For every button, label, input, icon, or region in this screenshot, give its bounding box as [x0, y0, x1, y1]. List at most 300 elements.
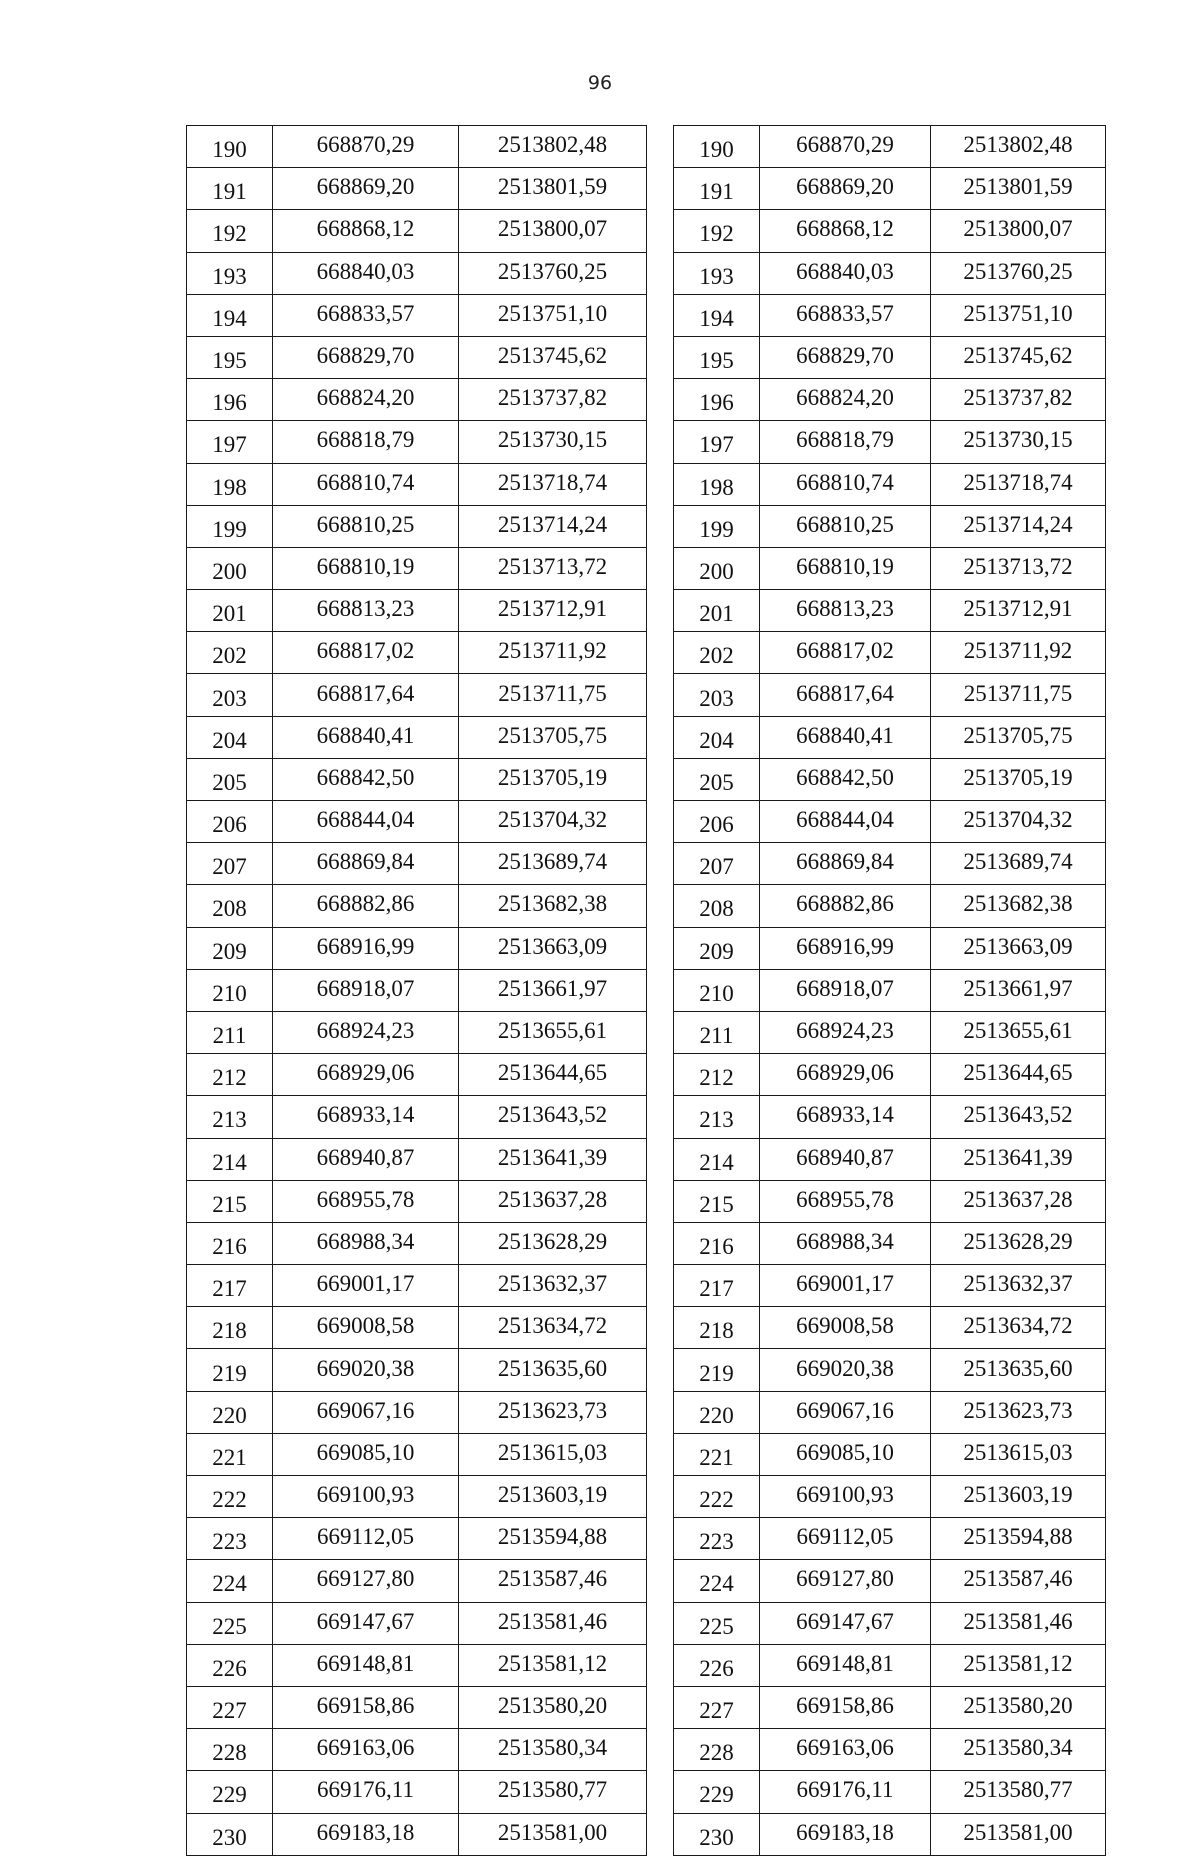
table-row	[187, 632, 647, 674]
table-row	[187, 590, 647, 632]
x-coordinate-cell: 669183,18	[273, 1813, 459, 1855]
x-coordinate-cell: 668868,12	[273, 210, 459, 252]
point-number-cell: 201	[674, 590, 760, 632]
y-coordinate-cell: 2513635,60	[459, 1349, 647, 1391]
table-row	[187, 1391, 647, 1433]
point-number-cell: 198	[674, 463, 760, 505]
point-number-cell: 204	[674, 716, 760, 758]
x-coordinate-cell: 669085,10	[760, 1433, 931, 1475]
x-coordinate-cell: 668810,25	[273, 505, 459, 547]
y-coordinate-cell: 2513644,65	[931, 1054, 1106, 1096]
x-coordinate-cell: 668882,86	[273, 885, 459, 927]
y-coordinate-cell: 2513655,61	[931, 1011, 1106, 1053]
x-coordinate-cell: 668833,57	[760, 294, 931, 336]
table-row	[187, 1054, 647, 1096]
point-number-cell: 196	[187, 379, 273, 421]
table-row	[187, 801, 647, 843]
x-coordinate-cell: 668933,14	[273, 1096, 459, 1138]
y-coordinate-cell: 2513711,92	[459, 632, 647, 674]
x-coordinate-cell: 668824,20	[273, 379, 459, 421]
table-row	[187, 1265, 647, 1307]
table-row	[187, 1138, 647, 1180]
point-number-cell: 224	[187, 1560, 273, 1602]
point-number-cell: 216	[187, 1222, 273, 1264]
table-row	[187, 885, 647, 927]
x-coordinate-cell: 668813,23	[760, 590, 931, 632]
x-coordinate-cell: 668817,64	[760, 674, 931, 716]
point-number-cell: 200	[674, 547, 760, 589]
point-number-cell: 197	[674, 421, 760, 463]
y-coordinate-cell: 2513760,25	[931, 252, 1106, 294]
y-coordinate-cell: 2513655,61	[459, 1011, 647, 1053]
table-row	[674, 1560, 1106, 1602]
x-coordinate-cell: 668869,20	[760, 168, 931, 210]
x-coordinate-cell: 669158,86	[273, 1686, 459, 1728]
table-row	[187, 716, 647, 758]
x-coordinate-cell: 668810,25	[760, 505, 931, 547]
point-number-cell: 210	[674, 969, 760, 1011]
y-coordinate-cell: 2513632,37	[931, 1265, 1106, 1307]
table-body	[187, 126, 647, 1856]
table-row	[187, 1644, 647, 1686]
y-coordinate-cell: 2513711,92	[931, 632, 1106, 674]
y-coordinate-cell: 2513714,24	[931, 505, 1106, 547]
y-coordinate-cell: 2513632,37	[459, 1265, 647, 1307]
y-coordinate-cell: 2513615,03	[931, 1433, 1106, 1475]
table-row	[674, 1518, 1106, 1560]
point-number-cell: 225	[674, 1602, 760, 1644]
point-number-cell: 218	[187, 1307, 273, 1349]
point-number-cell: 207	[674, 843, 760, 885]
x-coordinate-cell: 668817,02	[273, 632, 459, 674]
y-coordinate-cell: 2513580,34	[931, 1729, 1106, 1771]
table-row	[674, 1222, 1106, 1264]
table-row	[187, 1560, 647, 1602]
point-number-cell: 194	[187, 294, 273, 336]
table-row	[674, 168, 1106, 210]
point-number-cell: 196	[674, 379, 760, 421]
table-row	[674, 674, 1106, 716]
table-row	[674, 1729, 1106, 1771]
x-coordinate-cell: 669100,93	[760, 1476, 931, 1518]
table-row	[674, 547, 1106, 589]
table-row	[674, 1644, 1106, 1686]
y-coordinate-cell: 2513801,59	[459, 168, 647, 210]
y-coordinate-cell: 2513718,74	[931, 463, 1106, 505]
y-coordinate-cell: 2513663,09	[459, 927, 647, 969]
y-coordinate-cell: 2513712,91	[931, 590, 1106, 632]
x-coordinate-cell: 668869,20	[273, 168, 459, 210]
table-row	[674, 252, 1106, 294]
table-row	[187, 1433, 647, 1475]
point-number-cell: 192	[674, 210, 760, 252]
table-row	[674, 126, 1106, 168]
y-coordinate-cell: 2513718,74	[459, 463, 647, 505]
point-number-cell: 207	[187, 843, 273, 885]
point-number-cell: 210	[187, 969, 273, 1011]
x-coordinate-cell: 668940,87	[760, 1138, 931, 1180]
point-number-cell: 199	[674, 505, 760, 547]
y-coordinate-cell: 2513661,97	[459, 969, 647, 1011]
table-row	[187, 210, 647, 252]
y-coordinate-cell: 2513603,19	[459, 1476, 647, 1518]
point-number-cell: 228	[674, 1729, 760, 1771]
y-coordinate-cell: 2513581,00	[931, 1813, 1106, 1855]
point-number-cell: 208	[187, 885, 273, 927]
point-number-cell: 195	[674, 336, 760, 378]
y-coordinate-cell: 2513603,19	[931, 1476, 1106, 1518]
y-coordinate-cell: 2513802,48	[931, 126, 1106, 168]
table-row	[674, 1391, 1106, 1433]
y-coordinate-cell: 2513580,77	[459, 1771, 647, 1813]
x-coordinate-cell: 669147,67	[273, 1602, 459, 1644]
x-coordinate-cell: 668840,41	[760, 716, 931, 758]
x-coordinate-cell: 669067,16	[273, 1391, 459, 1433]
y-coordinate-cell: 2513705,75	[931, 716, 1106, 758]
point-number-cell: 212	[674, 1054, 760, 1096]
table-row	[187, 294, 647, 336]
point-number-cell: 225	[187, 1602, 273, 1644]
x-coordinate-cell: 668829,70	[273, 336, 459, 378]
y-coordinate-cell: 2513760,25	[459, 252, 647, 294]
point-number-cell: 191	[674, 168, 760, 210]
x-coordinate-cell: 669112,05	[760, 1518, 931, 1560]
table-row	[187, 969, 647, 1011]
point-number-cell: 209	[674, 927, 760, 969]
x-coordinate-cell: 668933,14	[760, 1096, 931, 1138]
table-row	[187, 674, 647, 716]
y-coordinate-cell: 2513581,46	[459, 1602, 647, 1644]
table-row	[674, 758, 1106, 800]
point-number-cell: 223	[187, 1518, 273, 1560]
table-row	[674, 1180, 1106, 1222]
point-number-cell: 205	[674, 758, 760, 800]
table-row	[674, 294, 1106, 336]
y-coordinate-cell: 2513682,38	[459, 885, 647, 927]
table-row	[674, 1686, 1106, 1728]
table-row	[187, 1518, 647, 1560]
x-coordinate-cell: 669001,17	[760, 1265, 931, 1307]
x-coordinate-cell: 669176,11	[273, 1771, 459, 1813]
x-coordinate-cell: 668833,57	[273, 294, 459, 336]
table-row	[674, 1096, 1106, 1138]
point-number-cell: 226	[187, 1644, 273, 1686]
table-row	[674, 801, 1106, 843]
y-coordinate-cell: 2513730,15	[931, 421, 1106, 463]
point-number-cell: 200	[187, 547, 273, 589]
y-coordinate-cell: 2513751,10	[459, 294, 647, 336]
x-coordinate-cell: 668842,50	[273, 758, 459, 800]
y-coordinate-cell: 2513800,07	[459, 210, 647, 252]
y-coordinate-cell: 2513800,07	[931, 210, 1106, 252]
y-coordinate-cell: 2513689,74	[931, 843, 1106, 885]
y-coordinate-cell: 2513628,29	[459, 1222, 647, 1264]
point-number-cell: 211	[674, 1011, 760, 1053]
point-number-cell: 203	[674, 674, 760, 716]
point-number-cell: 197	[187, 421, 273, 463]
table-row	[674, 1813, 1106, 1855]
y-coordinate-cell: 2513634,72	[459, 1307, 647, 1349]
table-row	[674, 1011, 1106, 1053]
x-coordinate-cell: 668810,74	[760, 463, 931, 505]
point-number-cell: 223	[674, 1518, 760, 1560]
table-row	[674, 505, 1106, 547]
y-coordinate-cell: 2513704,32	[459, 801, 647, 843]
point-number-cell: 212	[187, 1054, 273, 1096]
table-row	[187, 843, 647, 885]
x-coordinate-cell: 668870,29	[760, 126, 931, 168]
x-coordinate-cell: 668810,19	[760, 547, 931, 589]
point-number-cell: 190	[674, 126, 760, 168]
table-row	[674, 1138, 1106, 1180]
table-row	[674, 421, 1106, 463]
x-coordinate-cell: 669001,17	[273, 1265, 459, 1307]
point-number-cell: 191	[187, 168, 273, 210]
y-coordinate-cell: 2513623,73	[931, 1391, 1106, 1433]
point-number-cell: 193	[674, 252, 760, 294]
table-row	[674, 463, 1106, 505]
table-row	[187, 927, 647, 969]
y-coordinate-cell: 2513641,39	[931, 1138, 1106, 1180]
table-body	[674, 126, 1106, 1856]
point-number-cell: 218	[674, 1307, 760, 1349]
x-coordinate-cell: 668840,03	[273, 252, 459, 294]
point-number-cell: 201	[187, 590, 273, 632]
coordinate-table-right	[673, 125, 1106, 1856]
y-coordinate-cell: 2513712,91	[459, 590, 647, 632]
table-row	[674, 1602, 1106, 1644]
x-coordinate-cell: 669127,80	[760, 1560, 931, 1602]
point-number-cell: 220	[674, 1391, 760, 1433]
y-coordinate-cell: 2513628,29	[931, 1222, 1106, 1264]
x-coordinate-cell: 669163,06	[760, 1729, 931, 1771]
y-coordinate-cell: 2513580,77	[931, 1771, 1106, 1813]
x-coordinate-cell: 669100,93	[273, 1476, 459, 1518]
y-coordinate-cell: 2513643,52	[931, 1096, 1106, 1138]
x-coordinate-cell: 668844,04	[760, 801, 931, 843]
point-number-cell: 230	[187, 1813, 273, 1855]
x-coordinate-cell: 669112,05	[273, 1518, 459, 1560]
table-row	[674, 885, 1106, 927]
point-number-cell: 202	[674, 632, 760, 674]
table-row	[187, 1349, 647, 1391]
y-coordinate-cell: 2513623,73	[459, 1391, 647, 1433]
point-number-cell: 214	[674, 1138, 760, 1180]
y-coordinate-cell: 2513682,38	[931, 885, 1106, 927]
point-number-cell: 219	[187, 1349, 273, 1391]
point-number-cell: 217	[187, 1265, 273, 1307]
x-coordinate-cell: 668818,79	[273, 421, 459, 463]
point-number-cell: 209	[187, 927, 273, 969]
table-row	[187, 1222, 647, 1264]
x-coordinate-cell: 668844,04	[273, 801, 459, 843]
y-coordinate-cell: 2513634,72	[931, 1307, 1106, 1349]
y-coordinate-cell: 2513643,52	[459, 1096, 647, 1138]
point-number-cell: 222	[674, 1476, 760, 1518]
x-coordinate-cell: 668869,84	[760, 843, 931, 885]
x-coordinate-cell: 668817,64	[273, 674, 459, 716]
x-coordinate-cell: 669020,38	[273, 1349, 459, 1391]
y-coordinate-cell: 2513641,39	[459, 1138, 647, 1180]
y-coordinate-cell: 2513581,12	[459, 1644, 647, 1686]
y-coordinate-cell: 2513663,09	[931, 927, 1106, 969]
y-coordinate-cell: 2513581,00	[459, 1813, 647, 1855]
x-coordinate-cell: 668916,99	[273, 927, 459, 969]
table-row	[187, 547, 647, 589]
table-row	[674, 210, 1106, 252]
x-coordinate-cell: 668840,41	[273, 716, 459, 758]
point-number-cell: 227	[674, 1686, 760, 1728]
point-number-cell: 198	[187, 463, 273, 505]
x-coordinate-cell: 668988,34	[273, 1222, 459, 1264]
x-coordinate-cell: 669148,81	[760, 1644, 931, 1686]
table-row	[674, 632, 1106, 674]
x-coordinate-cell: 668810,19	[273, 547, 459, 589]
x-coordinate-cell: 668840,03	[760, 252, 931, 294]
y-coordinate-cell: 2513730,15	[459, 421, 647, 463]
y-coordinate-cell: 2513714,24	[459, 505, 647, 547]
point-number-cell: 228	[187, 1729, 273, 1771]
point-number-cell: 230	[674, 1813, 760, 1855]
table-row	[674, 1054, 1106, 1096]
point-number-cell: 222	[187, 1476, 273, 1518]
y-coordinate-cell: 2513745,62	[931, 336, 1106, 378]
table-row	[187, 505, 647, 547]
table-row	[187, 1686, 647, 1728]
x-coordinate-cell: 668870,29	[273, 126, 459, 168]
point-number-cell: 215	[187, 1180, 273, 1222]
table-row	[674, 590, 1106, 632]
x-coordinate-cell: 669127,80	[273, 1560, 459, 1602]
y-coordinate-cell: 2513705,75	[459, 716, 647, 758]
point-number-cell: 208	[674, 885, 760, 927]
point-number-cell: 211	[187, 1011, 273, 1053]
table-row	[187, 168, 647, 210]
table-row	[674, 843, 1106, 885]
y-coordinate-cell: 2513801,59	[931, 168, 1106, 210]
table-row	[674, 1433, 1106, 1475]
table-row	[674, 969, 1106, 1011]
x-coordinate-cell: 668916,99	[760, 927, 931, 969]
y-coordinate-cell: 2513711,75	[931, 674, 1106, 716]
x-coordinate-cell: 669183,18	[760, 1813, 931, 1855]
x-coordinate-cell: 669085,10	[273, 1433, 459, 1475]
point-number-cell: 229	[674, 1771, 760, 1813]
x-coordinate-cell: 669158,86	[760, 1686, 931, 1728]
y-coordinate-cell: 2513581,12	[931, 1644, 1106, 1686]
point-number-cell: 206	[674, 801, 760, 843]
point-number-cell: 204	[187, 716, 273, 758]
point-number-cell: 193	[187, 252, 273, 294]
x-coordinate-cell: 668929,06	[760, 1054, 931, 1096]
y-coordinate-cell: 2513737,82	[459, 379, 647, 421]
point-number-cell: 217	[674, 1265, 760, 1307]
point-number-cell: 206	[187, 801, 273, 843]
y-coordinate-cell: 2513580,20	[931, 1686, 1106, 1728]
point-number-cell: 214	[187, 1138, 273, 1180]
x-coordinate-cell: 668988,34	[760, 1222, 931, 1264]
point-number-cell: 192	[187, 210, 273, 252]
x-coordinate-cell: 668869,84	[273, 843, 459, 885]
x-coordinate-cell: 668868,12	[760, 210, 931, 252]
point-number-cell: 219	[674, 1349, 760, 1391]
x-coordinate-cell: 669008,58	[273, 1307, 459, 1349]
point-number-cell: 216	[674, 1222, 760, 1264]
x-coordinate-cell: 668842,50	[760, 758, 931, 800]
point-number-cell: 205	[187, 758, 273, 800]
x-coordinate-cell: 668882,86	[760, 885, 931, 927]
point-number-cell: 221	[674, 1433, 760, 1475]
point-number-cell: 195	[187, 336, 273, 378]
point-number-cell: 202	[187, 632, 273, 674]
point-number-cell: 220	[187, 1391, 273, 1433]
point-number-cell: 226	[674, 1644, 760, 1686]
x-coordinate-cell: 669176,11	[760, 1771, 931, 1813]
y-coordinate-cell: 2513737,82	[931, 379, 1106, 421]
y-coordinate-cell: 2513580,34	[459, 1729, 647, 1771]
x-coordinate-cell: 668955,78	[760, 1180, 931, 1222]
x-coordinate-cell: 668929,06	[273, 1054, 459, 1096]
point-number-cell: 199	[187, 505, 273, 547]
y-coordinate-cell: 2513802,48	[459, 126, 647, 168]
x-coordinate-cell: 669147,67	[760, 1602, 931, 1644]
y-coordinate-cell: 2513704,32	[931, 801, 1106, 843]
y-coordinate-cell: 2513594,88	[459, 1518, 647, 1560]
table-row	[187, 758, 647, 800]
point-number-cell: 194	[674, 294, 760, 336]
x-coordinate-cell: 668818,79	[760, 421, 931, 463]
y-coordinate-cell: 2513711,75	[459, 674, 647, 716]
page-number: 96	[587, 72, 613, 94]
y-coordinate-cell: 2513745,62	[459, 336, 647, 378]
y-coordinate-cell: 2513661,97	[931, 969, 1106, 1011]
y-coordinate-cell: 2513713,72	[931, 547, 1106, 589]
y-coordinate-cell: 2513580,20	[459, 1686, 647, 1728]
coordinate-table-left	[186, 125, 647, 1856]
table-row	[187, 1096, 647, 1138]
x-coordinate-cell: 668918,07	[760, 969, 931, 1011]
x-coordinate-cell: 668924,23	[273, 1011, 459, 1053]
y-coordinate-cell: 2513637,28	[931, 1180, 1106, 1222]
point-number-cell: 213	[187, 1096, 273, 1138]
y-coordinate-cell: 2513637,28	[459, 1180, 647, 1222]
x-coordinate-cell: 669163,06	[273, 1729, 459, 1771]
point-number-cell: 224	[674, 1560, 760, 1602]
table-row	[187, 252, 647, 294]
table-row	[674, 336, 1106, 378]
x-coordinate-cell: 669067,16	[760, 1391, 931, 1433]
point-number-cell: 213	[674, 1096, 760, 1138]
table-row	[187, 379, 647, 421]
table-row	[187, 126, 647, 168]
y-coordinate-cell: 2513594,88	[931, 1518, 1106, 1560]
table-row	[187, 1011, 647, 1053]
x-coordinate-cell: 668817,02	[760, 632, 931, 674]
y-coordinate-cell: 2513581,46	[931, 1602, 1106, 1644]
table-row	[674, 1349, 1106, 1391]
y-coordinate-cell: 2513705,19	[931, 758, 1106, 800]
table-row	[674, 379, 1106, 421]
x-coordinate-cell: 669020,38	[760, 1349, 931, 1391]
x-coordinate-cell: 668824,20	[760, 379, 931, 421]
y-coordinate-cell: 2513751,10	[931, 294, 1106, 336]
table-row	[187, 1602, 647, 1644]
x-coordinate-cell: 668918,07	[273, 969, 459, 1011]
table-row	[674, 1265, 1106, 1307]
table-row	[187, 463, 647, 505]
table-row	[187, 1729, 647, 1771]
x-coordinate-cell: 668924,23	[760, 1011, 931, 1053]
